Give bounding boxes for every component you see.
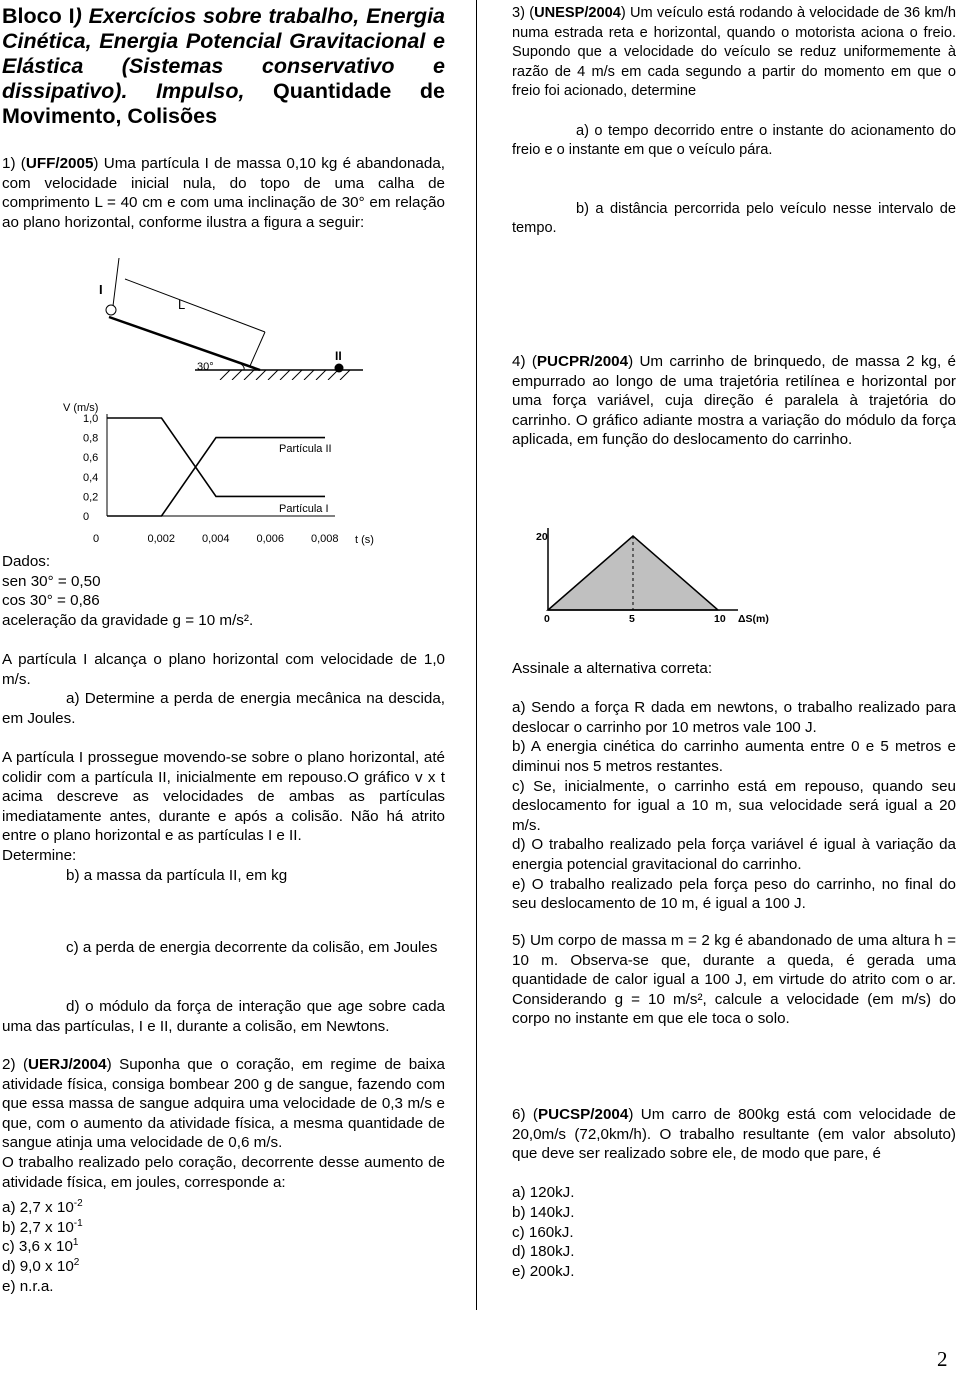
label-i: I <box>99 282 103 297</box>
q1-item-d: d) o módulo da força de interação que age sobre cada uma das partículas, I e II, durante a colisão, em Newtons. <box>2 998 445 1035</box>
given-g: aceleração da gravidade g = 10 m/s². <box>2 611 254 629</box>
y-axis-label: V (m/s) <box>63 402 99 414</box>
q2-option-a: a) 2,7 x $10^{-2}$ <box>2 1198 83 1217</box>
legend-particle-ii: Partícula II <box>279 443 332 455</box>
question-5: 5) Um corpo de massa m = 2 kg é abandonado de uma altura h = 10 m. Observa-se que, durante a queda, é gerada uma quantidade de calor igual a 100 J, em virtude do atrito com o ar. Considerando g = 10 m/s², calcule a velocidade (em m/s) do corpo no instante em que ele toca o solo. <box>512 932 956 1028</box>
label-angle: 30° <box>197 361 214 373</box>
question-1-parts <box>2 650 445 885</box>
question-2 <box>2 1055 445 1296</box>
given-sin: sen 30° = 0,50 <box>2 572 101 590</box>
q4-option-d: d) O trabalho realizado pela força variável é igual à variação da energia potencial gravitacional do carrinho. <box>512 836 956 873</box>
q6-statement: 6) (PUCSP/2004) Um carro de 800kg está com velocidade de 20,0m/s (72,0km/h). O trabalho resultante (em valor absoluto) que deve ser realizado sobre ele, de modo que pare, é <box>512 1106 956 1163</box>
q4-option-b: b) A energia cinética do carrinho aumenta entre 0 e 5 metros e diminui nos 5 metros restantes. <box>512 738 956 775</box>
q2-option-b: b) 2,7 x $10^{-1}$ <box>2 1217 83 1236</box>
y-tick-label: 0,6 <box>83 452 99 465</box>
q2-option-e: e) n.r.a. <box>2 1277 54 1295</box>
question-6 <box>512 1105 956 1281</box>
y-tick-label: 0,4 <box>83 471 99 484</box>
q2-option-d: d) 9,0 x $10^2$ <box>2 1256 80 1275</box>
q1-p2: A partícula I prossegue movendo-se sobre o plano horizontal, até colidir com a partícula II, inicialmente em repouso.O gráfico v x t acima descreve as velocidades de ambas as partículas imediatamente antes, durante e após a colisão. Não há atrito entre o plano horizontal e as partículas I e II. <box>2 748 445 845</box>
incline-figure <box>85 252 365 380</box>
incline-surface <box>109 317 260 370</box>
q3-item-b: b) a distância percorrida pelo veículo nesse intervalo de tempo. <box>512 200 956 237</box>
column-divider <box>476 0 477 1310</box>
q6-option-a: a) 120kJ. <box>512 1184 575 1202</box>
question-1-statement: 1) (UFF/2005) Uma partícula I de massa 0,10 kg é abandonada, com velocidade inicial nula, do topo de uma calha de comprimento L = 40 cm e com uma inclinação de 30° em relação ao plano horizontal, conforme ilustra a figura a seguir: <box>2 155 445 231</box>
x-tick-label: 10 <box>714 613 726 625</box>
x-tick-label: 0 <box>93 533 100 545</box>
page-number: 2 <box>937 1347 948 1371</box>
question-3 <box>512 4 956 239</box>
q6-option-d: d) 180kJ. <box>512 1243 575 1261</box>
q6-option-e: e) 200kJ. <box>512 1262 575 1280</box>
x-tick-label: 0 <box>544 613 550 625</box>
velocity-time-chart <box>55 395 395 555</box>
q4-option-a: a) Sendo a força R dada em newtons, o trabalho realizado para deslocar o carrinho por 10 metros vale 100 J. <box>512 699 956 736</box>
q3-item-a: a) o tempo decorrido entre o instante do acionamento do freio e o instante em que o veículo pára. <box>512 122 956 159</box>
question-4 <box>512 352 956 450</box>
hatching <box>220 370 350 380</box>
length-marker-end <box>250 332 265 366</box>
given-data-title: Dados: <box>2 553 51 570</box>
q4-option-e: e) O trabalho realizado pela força peso do carrinho, no final do seu deslocamento de 10 m, é igual a 100 J. <box>512 875 956 913</box>
y-tick-label: 1,0 <box>83 413 99 425</box>
x-tick-label: 5 <box>629 613 635 625</box>
series-particle-i-line <box>107 418 325 496</box>
q4-statement: 4) (PUCPR/2004) Um carrinho de brinquedo, de massa 2 kg, é empurrado ao longo de uma trajetória retilínea e horizontal por uma força variável, cuja direção é paralela à trajetória do carrinho. O gráfico adiante mostra a variação do módulo da força aplicada, em função do deslocamento do carrinho. <box>512 353 956 449</box>
given-data <box>2 552 445 630</box>
q4-option-c: c) Se, inicialmente, o carrinho está em repouso, quando seu deslocamento for igual a 10 m, sua velocidade será igual a 20 m/s. <box>512 777 956 834</box>
question-4-options <box>512 659 956 914</box>
page-title <box>2 4 445 129</box>
particle-i <box>106 305 116 315</box>
x-axis-label: t (s) <box>355 534 374 546</box>
title-rest: ) Exercícios sobre trabalho, Energia Cinética, Energia Potencial Gravitacional e Elástica (Sistemas conservativo e dissipativo). Impulso, <box>2 4 446 103</box>
x-axis-label: ΔS(m) <box>738 613 769 625</box>
x-tick-label: 0,004 <box>202 533 230 545</box>
legend-particle-i: Partícula I <box>279 503 329 515</box>
bloco-label: Bloco I <box>2 4 75 28</box>
length-marker <box>125 279 265 332</box>
q1-determine: Determine: <box>2 846 77 864</box>
label-ii: II <box>335 349 342 363</box>
x-tick-label: 0,006 <box>256 533 285 545</box>
q1-p1: A partícula I alcança o plano horizontal com velocidade de 1,0 m/s. <box>2 651 445 688</box>
y-tick-label: 0,2 <box>83 491 99 504</box>
title-tail: Quantidade de Movimento, Colisões <box>2 79 445 128</box>
q3-statement: 3) (UNESP/2004) Um veículo está rodando à velocidade de 36 km/h numa estrada reta e horizontal, quando o motorista aciona o freio. Supondo que a velocidade do veículo se reduz uniformemente à razão de 4 m/s em cada segundo a partir do momento em que o freio foi acionado, determine <box>512 5 956 100</box>
q6-option-c: c) 160kJ. <box>512 1223 574 1241</box>
y-tick-label: 20 <box>536 531 548 543</box>
q1-item-b: b) a massa da partícula II, em kg <box>66 866 288 884</box>
q2-statement: 2) (UERJ/2004) Suponha que o coração, em regime de baixa atividade física, consiga bombear 200 g de sangue, fazendo com que essa massa de sangue adquira uma velocidade de 0,3 m/s e que, com o aumento da atividade física, a mesma quantidade de sangue atinja uma velocidade de 0,6 m/s. <box>2 1056 446 1152</box>
particle-ii <box>335 364 344 373</box>
force-displacement-chart <box>520 518 790 630</box>
y-tick-label: 0,8 <box>83 432 99 445</box>
q4-prompt: Assinale a alternativa correta: <box>512 660 713 677</box>
q1-item-c: c) a perda de energia decorrente da colisão, em Joules <box>66 939 438 956</box>
q2-option-c: c) 3,6 x $10^1$ <box>2 1237 79 1256</box>
x-tick-label: 0,002 <box>147 533 176 545</box>
q2-statement-2: O trabalho realizado pelo coração, decorrente desse aumento de atividade física, em joules, corresponde a: <box>2 1153 445 1191</box>
given-cos: cos 30° = 0,86 <box>2 592 100 610</box>
q1-item-a: a) Determine a perda de energia mecânica na descida, em Joules. <box>2 690 445 727</box>
q6-option-b: b) 140kJ. <box>512 1203 575 1221</box>
y-tick-label: 0 <box>83 511 90 523</box>
label-l: L <box>178 297 186 312</box>
x-tick-label: 0,008 <box>311 533 339 545</box>
